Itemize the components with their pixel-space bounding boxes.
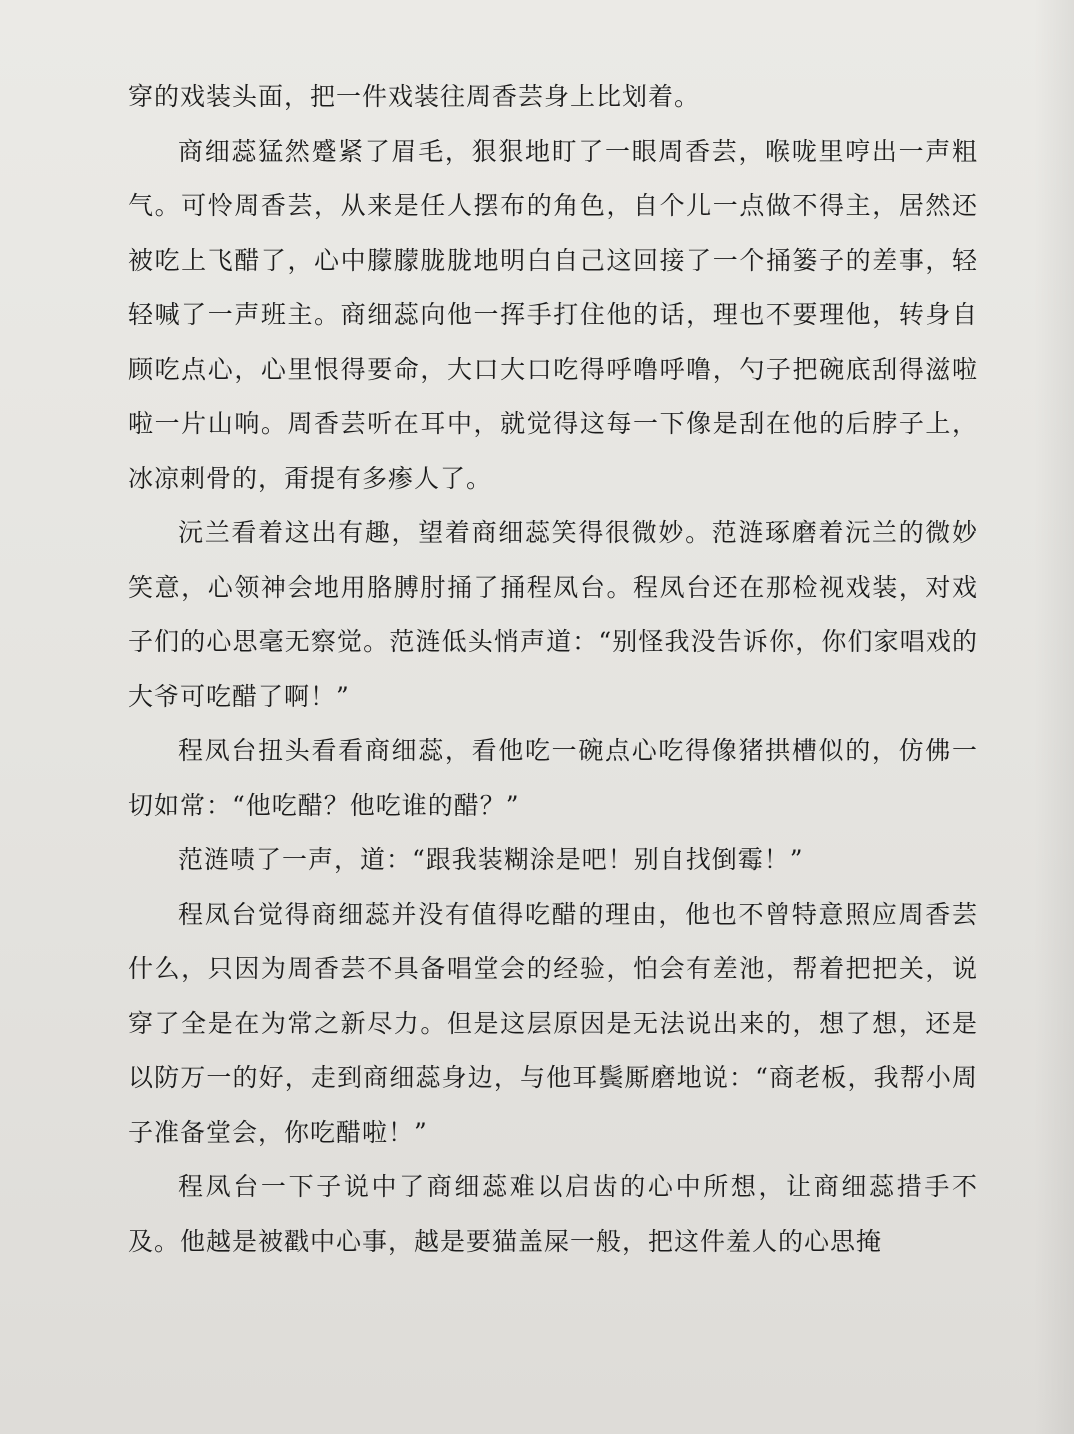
paragraph-1: 穿的戏装头面，把一件戏装往周香芸身上比划着。: [128, 82, 701, 111]
paragraph-4: 程凤台扭头看看商细蕊，看他吃一碗点心吃得像猪拱槽似的，仿佛一切如常：“他吃醋？他吃谁的醋？”: [128, 736, 978, 820]
paragraph-7: 程凤台一下子说中了商细蕊难以启齿的心中所想，让商细蕊措手不及。他越是被戳中心事，越是要猫盖屎一般，把这件羞人的心思掩: [128, 1172, 978, 1256]
paragraph-6: 程凤台觉得商细蕊并没有值得吃醋的理由，他也不曾特意照应周香芸什么，只因为周香芸不具备唱堂会的经验，怕会有差池，帮着把把关，说穿了全是在为常之新尽力。但是这层原因是无法说出来的，想了想，还是以防万一的好，走到商细蕊身边，与他耳鬓厮磨地说：“商老板，我帮小周子准备堂会，你吃醋啦！”: [128, 899, 978, 1147]
paragraph-5: 范涟啧了一声，道：“跟我装糊涂是吧！别自找倒霉！”: [178, 845, 804, 874]
paragraph-3: 沅兰看着这出有趣，望着商细蕊笑得很微妙。范涟琢磨着沅兰的微妙笑意，心领神会地用胳膊肘捅了捅程凤台。程凤台还在那检视戏装，对戏子们的心思毫无察觉。范涟低头悄声道：“别怪我没告诉你，你们家唱戏的大爷可吃醋了啊！”: [128, 518, 978, 711]
paragraph-2: 商细蕊猛然蹙紧了眉毛，狠狠地盯了一眼周香芸，喉咙里哼出一声粗气。可怜周香芸，从来是任人摆布的角色，自个儿一点做不得主，居然还被吃上飞醋了，心中朦朦胧胧地明白自己这回接了一个捅篓子的差事，轻轻喊了一声班主。商细蕊向他一挥手打住他的话，理也不要理他，转身自顾吃点心，心里恨得要命，大口大口吃得呼噜呼噜，勺子把碗底刮得滋啦啦一片山响。周香芸听在耳中，就觉得这每一下像是刮在他的后脖子上，冰凉刺骨的，甭提有多瘆人了。: [128, 136, 978, 493]
page-text-body: [128, 70, 978, 1269]
page-edge-shadow: [1034, 0, 1074, 1434]
